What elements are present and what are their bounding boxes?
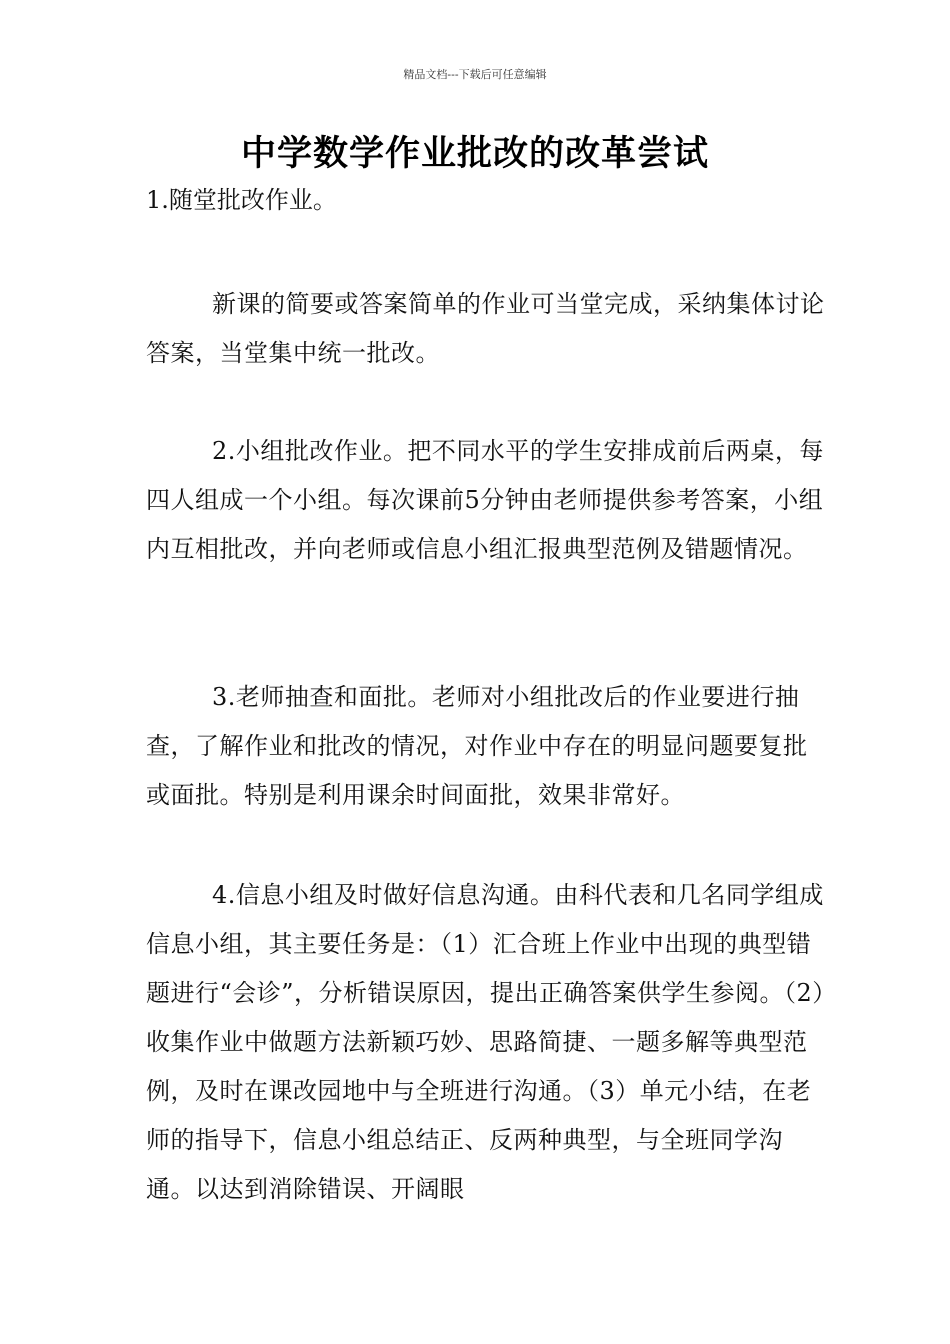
header-note: 精品文档---下载后可任意编辑 xyxy=(403,68,547,81)
document-title: 中学数学作业批改的改革尝试 xyxy=(240,134,709,174)
paragraph-1: 新课的简要或答案简单的作业可当堂完成，采纳集体讨论答案，当堂集中统一批改。 xyxy=(146,290,825,367)
paragraph-4: 4.信息小组及时做好信息沟通。由科代表和几名同学组成信息小组，其主要任务是：（1）汇合班上作业中出现的典型错题进行“会诊”，分析错误原因，提出正确答案供学生参阅。（2）收集作业中做题方法新颖巧妙、思路简捷、一题多解等典型范例，及时在课改园地中与全班进行沟通。（3）单元小结，在老师的指导下，信息小组总结正、反两种典型，与全班同学沟通。以达到消除错误、开阔眼 xyxy=(146,881,825,1203)
paragraph-2: 2.小组批改作业。把不同水平的学生安排成前后两桌，每四人组成一个小组。每次课前5分钟由老师提供参考答案，小组内互相批改，并向老师或信息小组汇报典型范例及错题情况。 xyxy=(146,437,824,563)
section-heading-1: 1.随堂批改作业。 xyxy=(146,186,337,214)
paragraph-3: 3.老师抽查和面批。老师对小组批改后的作业要进行抽查，了解作业和批改的情况，对作业中存在的明显问题要复批或面批。特别是利用课余时间面批，效果非常好。 xyxy=(146,683,808,809)
